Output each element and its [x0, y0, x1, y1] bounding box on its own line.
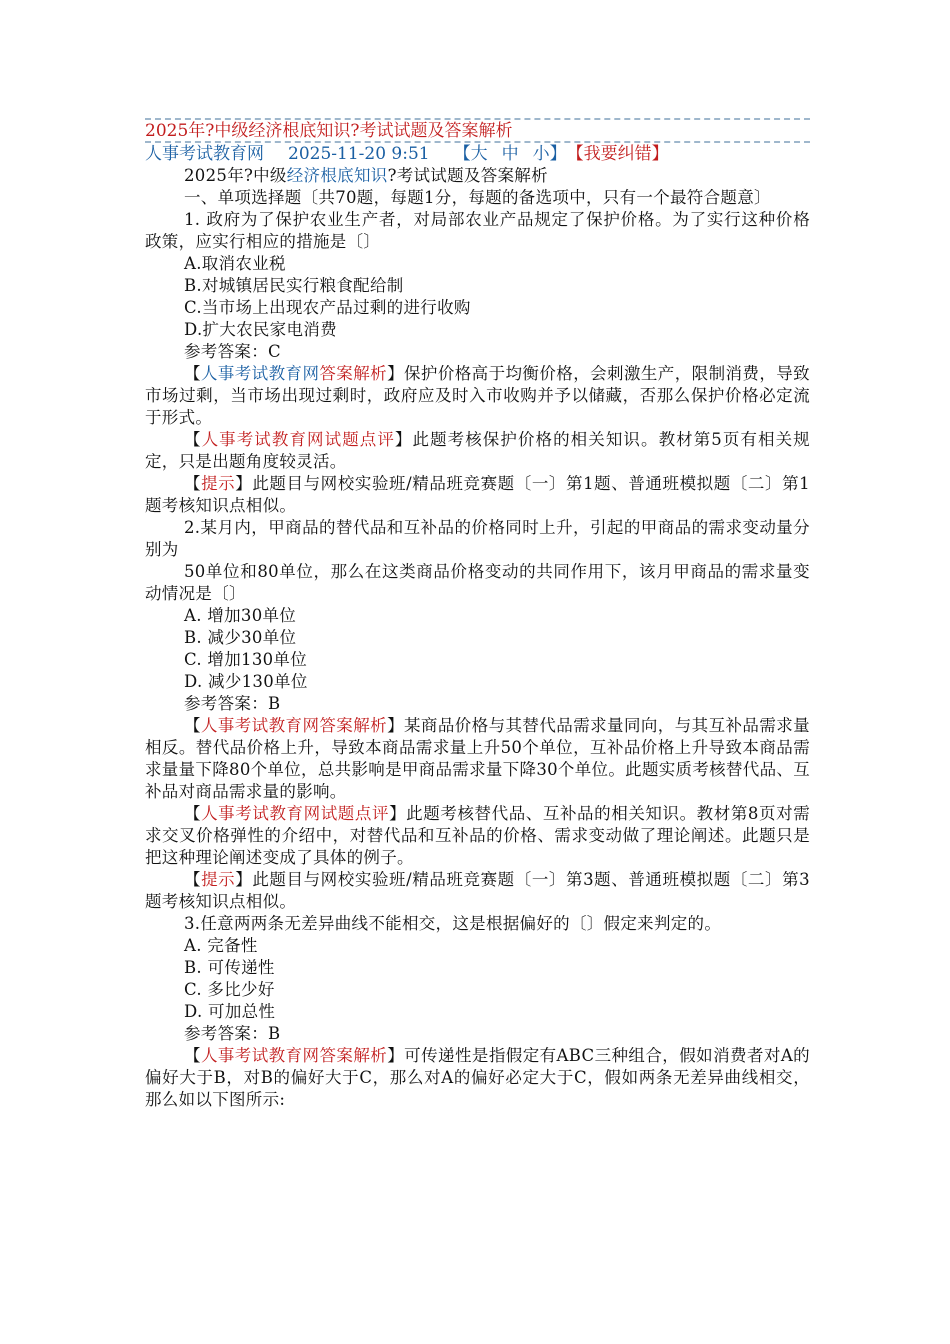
question-2-stem-cont: 50单位和80单位，那么在这类商品价格变动的共同作用下，该月甲商品的需求量变动情况是〔〕	[145, 562, 810, 603]
review-tag: 人事考试教育网试题点评	[201, 430, 395, 449]
question-1-option-d: D.扩大农民家电消费	[184, 320, 337, 339]
question-1-analysis: 【人事考试教育网答案解析】保护价格高于均衡价格，会刺激生产，限制消费，导致市场过剩，当市场出现过剩时，政府应及时入市收购并予以储藏，否那么保护价格必定流于形式。	[145, 364, 810, 427]
question-1-option-c: C.当市场上出现农产品过剩的进行收购	[184, 298, 471, 317]
subject-link[interactable]: 经济根底知识	[286, 166, 388, 185]
question-3-option-d: D. 可加总性	[184, 1002, 276, 1021]
question-1-review: 【人事考试教育网试题点评】此题考核保护价格的相关知识。教材第5页有相关规定，只是出题角度较灵活。	[145, 430, 810, 471]
review-tag: 人事考试教育网试题点评	[201, 804, 390, 823]
site-link[interactable]: 人事考试教育网	[145, 144, 264, 164]
question-3-option-a: A. 完备性	[184, 936, 258, 955]
font-small-button[interactable]: 小】	[532, 144, 567, 164]
analysis-tag: 人事考试教育网答案解析	[200, 716, 388, 735]
question-2-option-a: A. 增加30单位	[184, 606, 297, 625]
publish-datetime: 2025-11-20 9:51	[288, 144, 430, 164]
question-1-option-a: A.取消农业税	[184, 254, 286, 273]
question-2-review: 【人事考试教育网试题点评】此题考核替代品、互补品的相关知识。教材第8页对需求交叉价格弹性的介绍中，对替代品和互补品的价格、需求变动做了理论阐述。此题只是把这种理论阐述变成了具体的例子。	[145, 804, 810, 867]
question-3-stem: 3.任意两两条无差异曲线不能相交，这是根据偏好的〔〕假定来判定的。	[184, 914, 722, 933]
question-2-stem: 2.某月内，甲商品的替代品和互补品的价格同时上升，引起的甲商品的需求变动量分别为	[145, 518, 810, 559]
report-error-link[interactable]: 【我要纠错】	[566, 144, 669, 164]
analysis-site-link[interactable]: 人事考试教育网	[200, 364, 320, 383]
page-title[interactable]: 2025年?中级经济根底知识?考试试题及答案解析	[145, 121, 513, 141]
question-1-answer: 参考答案：C	[184, 342, 281, 361]
font-large-button[interactable]: 【大	[453, 144, 488, 164]
question-1-stem: 1. 政府为了保护农业生产者，对局部农业产品规定了保护价格。为了实行这种价格政策，应实行相应的措施是〔〕	[145, 210, 810, 251]
question-3-option-c: C. 多比少好	[184, 980, 275, 999]
question-1-tip: 【提示】此题目与网校实验班/精品班竞赛题〔一〕第1题、普通班模拟题〔二〕第1题考核知识点相似。	[145, 474, 810, 515]
article-page	[145, 118, 810, 1111]
question-2-option-b: B. 减少30单位	[184, 628, 297, 647]
tip-tag: 提示	[201, 474, 236, 493]
article-subtitle: 2025年?中级经济根底知识?考试试题及答案解析	[184, 166, 548, 185]
analysis-tag: 人事考试教育网答案解析	[200, 1046, 388, 1065]
question-3-answer: 参考答案：B	[184, 1024, 281, 1043]
question-3-analysis: 【人事考试教育网答案解析】可传递性是指假定有ABC三种组合，假如消费者对A的偏好大于B，对B的偏好大于C，那么对A的偏好必定大于C，假如两条无差异曲线相交，那么如以下图所示:	[145, 1046, 810, 1109]
section-heading: 一、单项选择题〔共70题，每题1分，每题的备选项中，只有一个最符合题意〕	[184, 188, 771, 207]
question-2-analysis: 【人事考试教育网答案解析】某商品价格与其替代品需求量同向，与其互补品需求量相反。替代品价格上升，导致本商品需求量上升50个单位，互补品价格上升导致本商品需求量量下降80个单位，总共影响是甲商品需求量下降30个单位。此题实质考核替代品、互补品对商品需求量的影响。	[145, 716, 810, 801]
question-1-option-b: B.对城镇居民实行粮食配给制	[184, 276, 404, 295]
question-2-tip: 【提示】此题目与网校实验班/精品班竞赛题〔一〕第3题、普通班模拟题〔二〕第3题考核知识点相似。	[145, 870, 810, 911]
question-3-option-b: B. 可传递性	[184, 958, 275, 977]
question-2-option-d: D. 减少130单位	[184, 672, 308, 691]
font-medium-button[interactable]: 中	[501, 144, 519, 164]
meta-bar	[145, 143, 810, 165]
question-2-option-c: C. 增加130单位	[184, 650, 308, 669]
question-2-answer: 参考答案：B	[184, 694, 281, 713]
tip-tag: 提示	[201, 870, 236, 889]
